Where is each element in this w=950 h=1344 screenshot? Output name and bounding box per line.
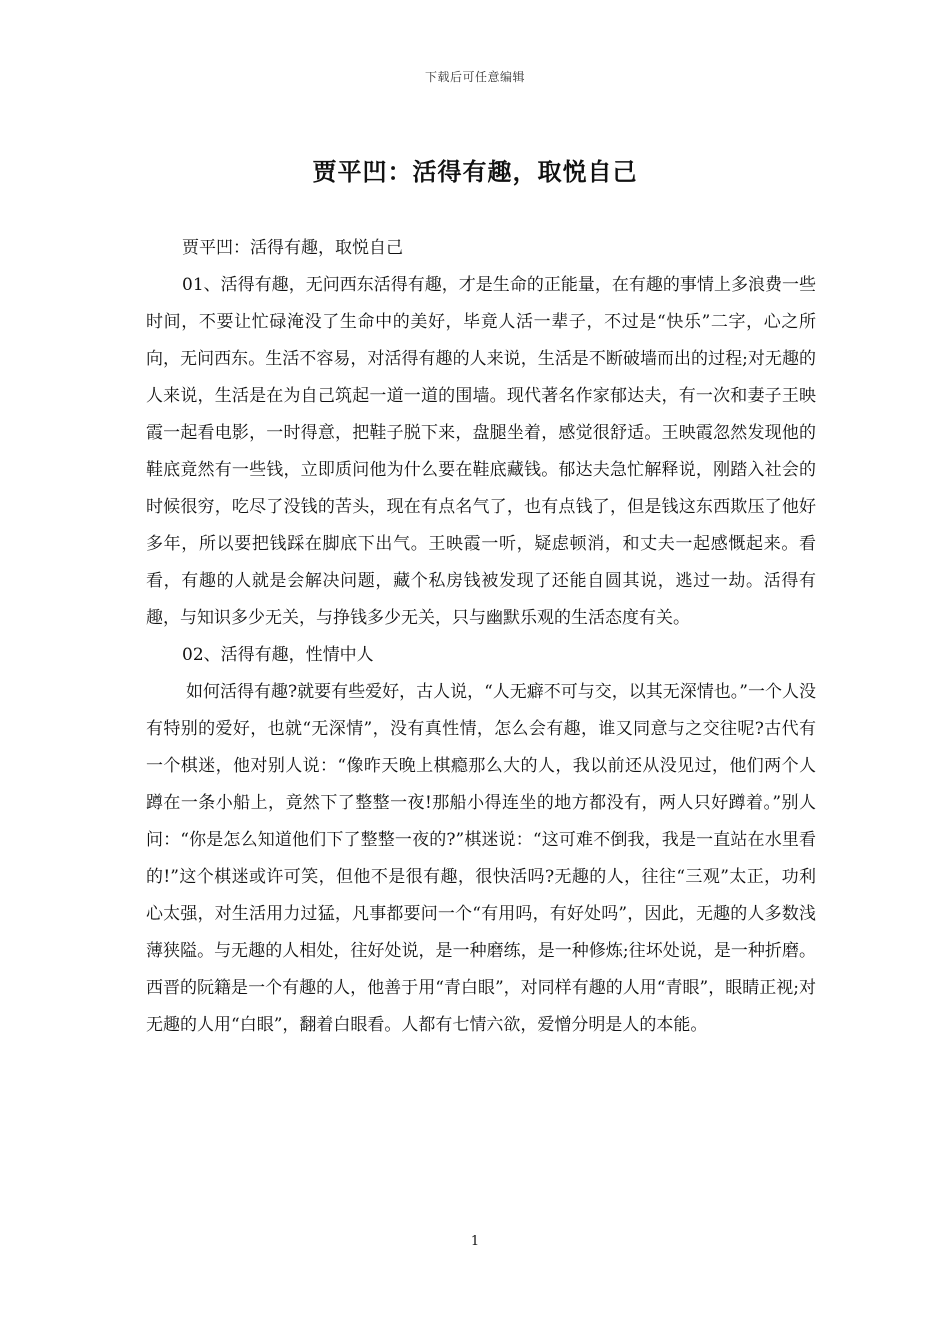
page-number: 1: [470, 1234, 480, 1249]
document-body: [146, 230, 816, 1044]
section-02-heading: 02、活得有趣，性情中人: [182, 645, 374, 665]
document-title: 贾平凹：活得有趣，取悦自己: [312, 157, 638, 186]
section-01-paragraph: 01、活得有趣，无问西东活得有趣，才是生命的正能量，在有趣的事情上多浪费一些时间，不要让忙碌淹没了生命中的美好，毕竟人活一辈子，不过是“快乐”二字，心之所向，无问西东。生活不容易，对活得有趣的人来说，生活是不断破墙而出的过程;对无趣的人来说，生活是在为自己筑起一道一道的围墙。现代著名作家郁达夫，有一次和妻子王映霞一起看电影，一时得意，把鞋子脱下来，盘腿坐着，感觉很舒适。王映霞忽然发现他的鞋底竟然有一些钱，立即质问他为什么要在鞋底藏钱。郁达夫急忙解释说，刚踏入社会的时候很穷，吃尽了没钱的苦头，现在有点名气了，也有点钱了，但是钱这东西欺压了他好多年，所以要把钱踩在脚底下出气。王映霞一听，疑虑顿消，和丈夫一起感慨起来。看看，有趣的人就是会解决问题，藏个私房钱被发现了还能自圆其说，逃过一劫。活得有趣，与知识多少无关，与挣钱多少无关，只与幽默乐观的生活态度有关。: [146, 275, 816, 628]
header-note: 下载后可任意编辑: [424, 70, 525, 84]
subtitle-paragraph: 贾平凹：活得有趣，取悦自己: [182, 238, 403, 258]
section-02-paragraph: 如何活得有趣?就要有些爱好，古人说，“人无癖不可与交，以其无深情也。”一个人没有特别的爱好，也就“无深情”，没有真性情，怎么会有趣，谁又同意与之交往呢?古代有一个棋迷，他对别人说：“像昨天晚上棋瘾那么大的人，我以前还从没见过，他们两个人蹲在一条小船上，竟然下了整整一夜!那船小得连坐的地方都没有，两人只好蹲着。”别人问：“你是怎么知道他们下了整整一夜的?”棋迷说：“这可难不倒我，我是一直站在水里看的!”这个棋迷或许可笑，但他不是很有趣，很快活吗?无趣的人，往往“三观”太正，功利心太强，对生活用力过猛，凡事都要问一个“有用吗，有好处吗”，因此，无趣的人多数浅薄狭隘。与无趣的人相处，往好处说，是一种磨练，是一种修炼;往坏处说，是一种折磨。西晋的阮籍是一个有趣的人，他善于用“青白眼”，对同样有趣的人用“青眼”，眼睛正视;对无趣的人用“白眼”，翻着白眼看。人都有七情六欲，爱憎分明是人的本能。: [146, 682, 816, 1035]
